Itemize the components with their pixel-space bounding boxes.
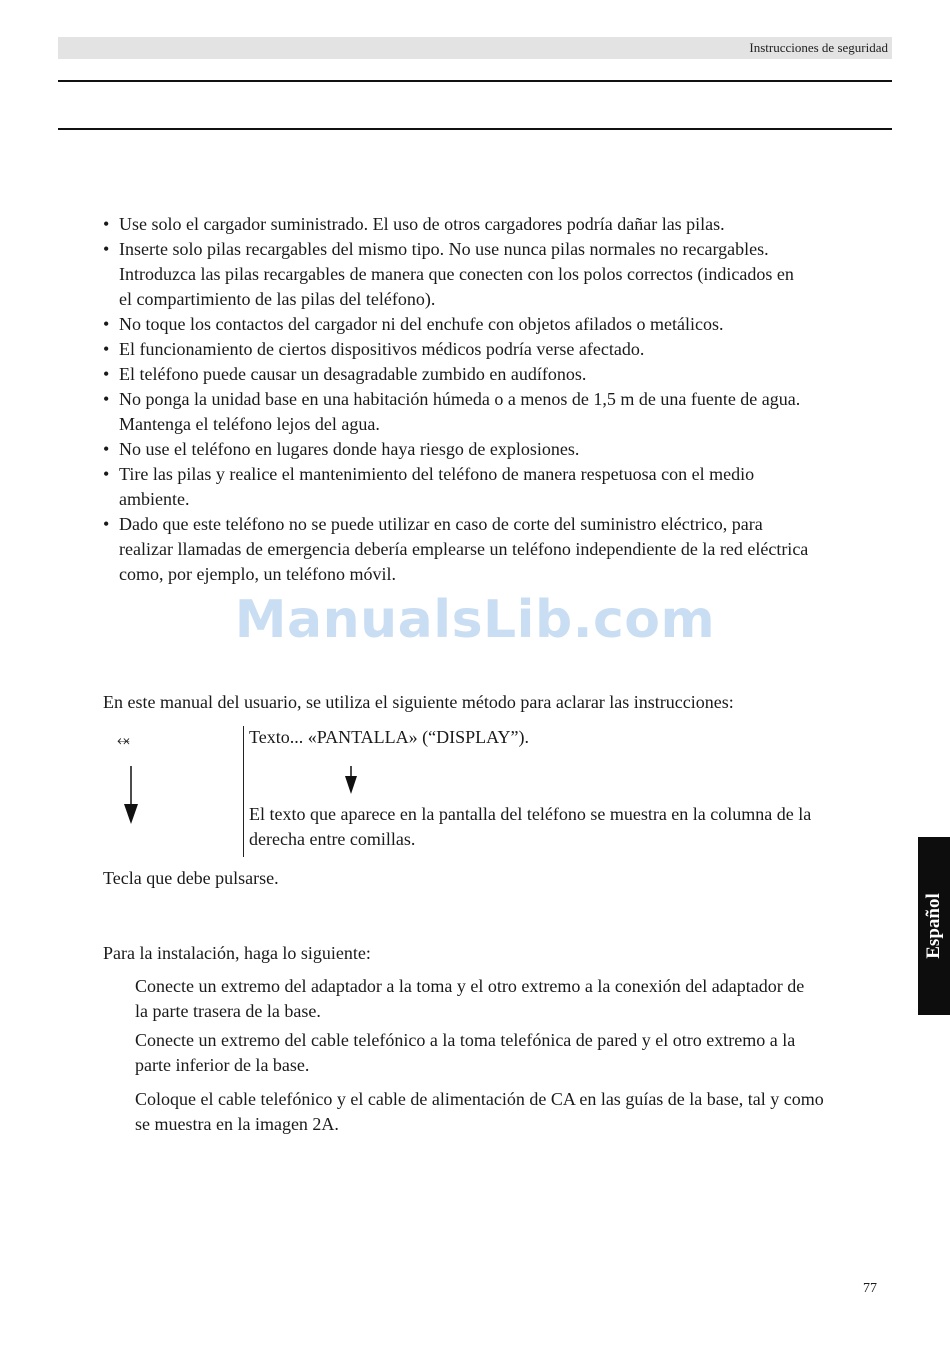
list-item: [103, 312, 903, 337]
list-item-text: ambiente.: [119, 489, 190, 509]
list-item-text: como, por ejemplo, un teléfono móvil.: [119, 564, 396, 584]
list-item-text: Tire las pilas y realice el mantenimiento del teléfono de manera respetuosa con el medio: [119, 464, 755, 484]
language-tab-label: Español: [923, 893, 944, 959]
list-item: [103, 212, 903, 237]
list-item-text: No use el teléfono en lugares donde haya riesgo de explosiones.: [119, 439, 580, 459]
key-caption: Tecla que debe pulsarse.: [103, 868, 279, 888]
top-rule: [58, 80, 892, 82]
safety-list: [103, 212, 903, 587]
list-item: [103, 512, 903, 587]
second-rule: [58, 128, 892, 130]
display-example: Texto... «PANTALLA» (“DISPLAY”).: [249, 727, 529, 747]
arrow-down-icon: [343, 766, 359, 796]
list-item: [103, 237, 903, 312]
installation-step: [135, 1028, 892, 1078]
installation-step-line: Conecte un extremo del cable telefónico a la toma telefónica de pared y el otro extremo a la: [135, 1030, 796, 1050]
list-item: [103, 362, 903, 387]
page-number: 77: [863, 1281, 877, 1296]
bullet-icon: •: [103, 514, 110, 534]
header-band: [58, 37, 892, 59]
list-item-text: Dado que este teléfono no se puede utilizar en caso de corte del suministro eléctrico, para: [119, 514, 763, 534]
bullet-icon: •: [103, 389, 110, 409]
list-item-text: No toque los contactos del cargador ni del enchufe con objetos afilados o metálicos.: [119, 314, 724, 334]
bullet-icon: •: [103, 214, 110, 234]
section-title: Instrucciones de seguridad: [749, 40, 888, 55]
list-item-text: Use solo el cargador suministrado. El uso de otros cargadores podría dañar las pilas.: [119, 214, 725, 234]
installation-step-line: se muestra en la imagen 2A.: [135, 1114, 339, 1134]
list-item-text: El funcionamiento de ciertos dispositivos médicos podría verse afectado.: [119, 339, 645, 359]
list-item-text: el compartimiento de las pilas del teléfono).: [119, 289, 436, 309]
list-item-text: realizar llamadas de emergencia debería emplearse un teléfono independiente de la red eléctrica: [119, 539, 809, 559]
bullet-icon: •: [103, 239, 110, 259]
list-item-text: Introduzca las pilas recargables de manera que conecten con los polos correctos (indicados en: [119, 264, 794, 284]
bullet-icon: •: [103, 364, 110, 384]
bullet-icon: •: [103, 464, 110, 484]
installation-step-line: parte inferior de la base.: [135, 1055, 310, 1075]
key-press-icon: ⬾: [117, 730, 130, 749]
display-description-line: El texto que aparece en la pantalla del teléfono se muestra en la columna de la: [249, 804, 812, 824]
installation-step-line: Coloque el cable telefónico y el cable de alimentación de CA en las guías de la base, tal y como: [135, 1089, 824, 1109]
list-item-text: No ponga la unidad base en una habitación húmeda o a menos de 1,5 m de una fuente de agua.: [119, 389, 801, 409]
bullet-icon: •: [103, 339, 110, 359]
list-item: [103, 337, 903, 362]
list-item: [103, 387, 903, 437]
list-item: [103, 462, 903, 512]
installation-step: [135, 1087, 892, 1137]
list-item-text: Mantenga el teléfono lejos del agua.: [119, 414, 380, 434]
bullet-icon: •: [103, 439, 110, 459]
installation-step-line: la parte trasera de la base.: [135, 1001, 321, 1021]
display-description-line: derecha entre comillas.: [249, 829, 416, 849]
method-intro: En este manual del usuario, se utiliza el siguiente método para aclarar las instrucciones:: [103, 692, 734, 712]
list-item-text: Inserte solo pilas recargables del mismo tipo. No use nunca pilas normales no recargables.: [119, 239, 769, 259]
list-item-text: El teléfono puede causar un desagradable zumbido en audífonos.: [119, 364, 587, 384]
installation-step-line: Conecte un extremo del adaptador a la toma y el otro extremo a la conexión del adaptador de: [135, 976, 805, 996]
installation-step: [135, 974, 892, 1024]
list-item: [103, 437, 903, 462]
display-description: [249, 802, 899, 852]
column-divider: [243, 726, 244, 857]
arrow-down-icon: [123, 766, 139, 826]
installation-intro: Para la instalación, haga lo siguiente:: [103, 943, 371, 963]
bullet-icon: •: [103, 314, 110, 334]
watermark: ManualsLib.com: [234, 590, 716, 650]
language-tab: [918, 837, 950, 1015]
